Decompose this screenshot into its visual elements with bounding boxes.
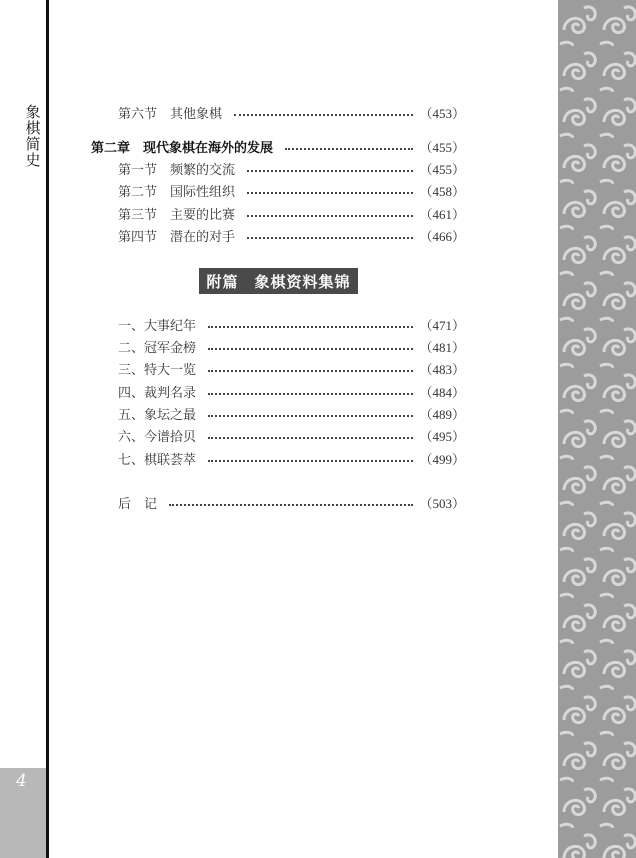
toc-row xyxy=(118,224,465,246)
leader-dots xyxy=(208,436,413,439)
toc-label: 后 记 xyxy=(118,496,158,512)
appendix-row xyxy=(118,380,465,402)
toc-page: （499） xyxy=(419,451,465,467)
leader-dots xyxy=(208,369,413,372)
toc-label: 第一节 频繁的交流 xyxy=(118,162,236,178)
leader-dots xyxy=(208,325,413,328)
leader-dots xyxy=(169,503,413,506)
toc-label: 三、特大一览 xyxy=(118,362,197,378)
toc-row xyxy=(118,101,465,123)
toc-label: 五、象坛之最 xyxy=(118,407,197,423)
appendix-row xyxy=(118,313,465,335)
toc-row xyxy=(118,157,465,179)
appendix-row xyxy=(118,402,465,424)
toc-page: （481） xyxy=(419,339,465,355)
cloud-pattern-icon xyxy=(558,0,636,858)
leader-dots xyxy=(208,459,413,462)
toc-page: （455） xyxy=(419,161,465,177)
toc-page: （484） xyxy=(419,384,465,400)
leader-dots xyxy=(208,414,413,417)
toc-row xyxy=(118,179,465,201)
toc-label: 六、今谱拾贝 xyxy=(118,429,197,445)
leader-dots xyxy=(208,392,413,395)
appendix-heading: 附篇 象棋资料集锦 xyxy=(199,268,358,294)
leader-dots xyxy=(247,236,413,239)
toc-label: 第二章 现代象棋在海外的发展 xyxy=(91,140,274,156)
decorative-border xyxy=(558,0,636,858)
leader-dots xyxy=(247,169,413,172)
toc-label: 第三节 主要的比赛 xyxy=(118,207,236,223)
toc-label: 第六节 其他象棋 xyxy=(118,106,223,122)
spine-rule xyxy=(46,0,49,858)
appendix-row xyxy=(118,335,465,357)
spine-book-title: 象棋简史 xyxy=(25,103,41,169)
leader-dots xyxy=(247,191,413,194)
toc-label: 七、棋联荟萃 xyxy=(118,452,197,468)
leader-dots xyxy=(247,214,413,217)
toc-page: （453） xyxy=(419,105,465,121)
toc-label: 四、裁判名录 xyxy=(118,385,197,401)
toc-page: （466） xyxy=(419,228,465,244)
toc-label: 第四节 潜在的对手 xyxy=(118,229,236,245)
appendix-row xyxy=(118,447,465,469)
toc-row xyxy=(118,202,465,224)
leader-dots xyxy=(285,147,413,150)
toc-page: （461） xyxy=(419,206,465,222)
leader-dots xyxy=(234,113,413,116)
toc-page: （489） xyxy=(419,406,465,422)
toc-label: 二、冠军金榜 xyxy=(118,340,197,356)
page-number: 4 xyxy=(16,771,27,791)
toc-page: （471） xyxy=(419,317,465,333)
appendix-row xyxy=(118,357,465,379)
afterword-row xyxy=(118,491,465,513)
leader-dots xyxy=(208,347,413,350)
toc-label: 第二节 国际性组织 xyxy=(118,184,236,200)
toc-page: （458） xyxy=(419,183,465,199)
toc-chapter-row xyxy=(91,135,465,157)
toc-page: （483） xyxy=(419,361,465,377)
toc-page: （455） xyxy=(419,139,465,155)
toc-page: （503） xyxy=(419,495,465,511)
appendix-row xyxy=(118,424,465,446)
toc-page: （495） xyxy=(419,428,465,444)
toc-label: 一、大事纪年 xyxy=(118,318,197,334)
